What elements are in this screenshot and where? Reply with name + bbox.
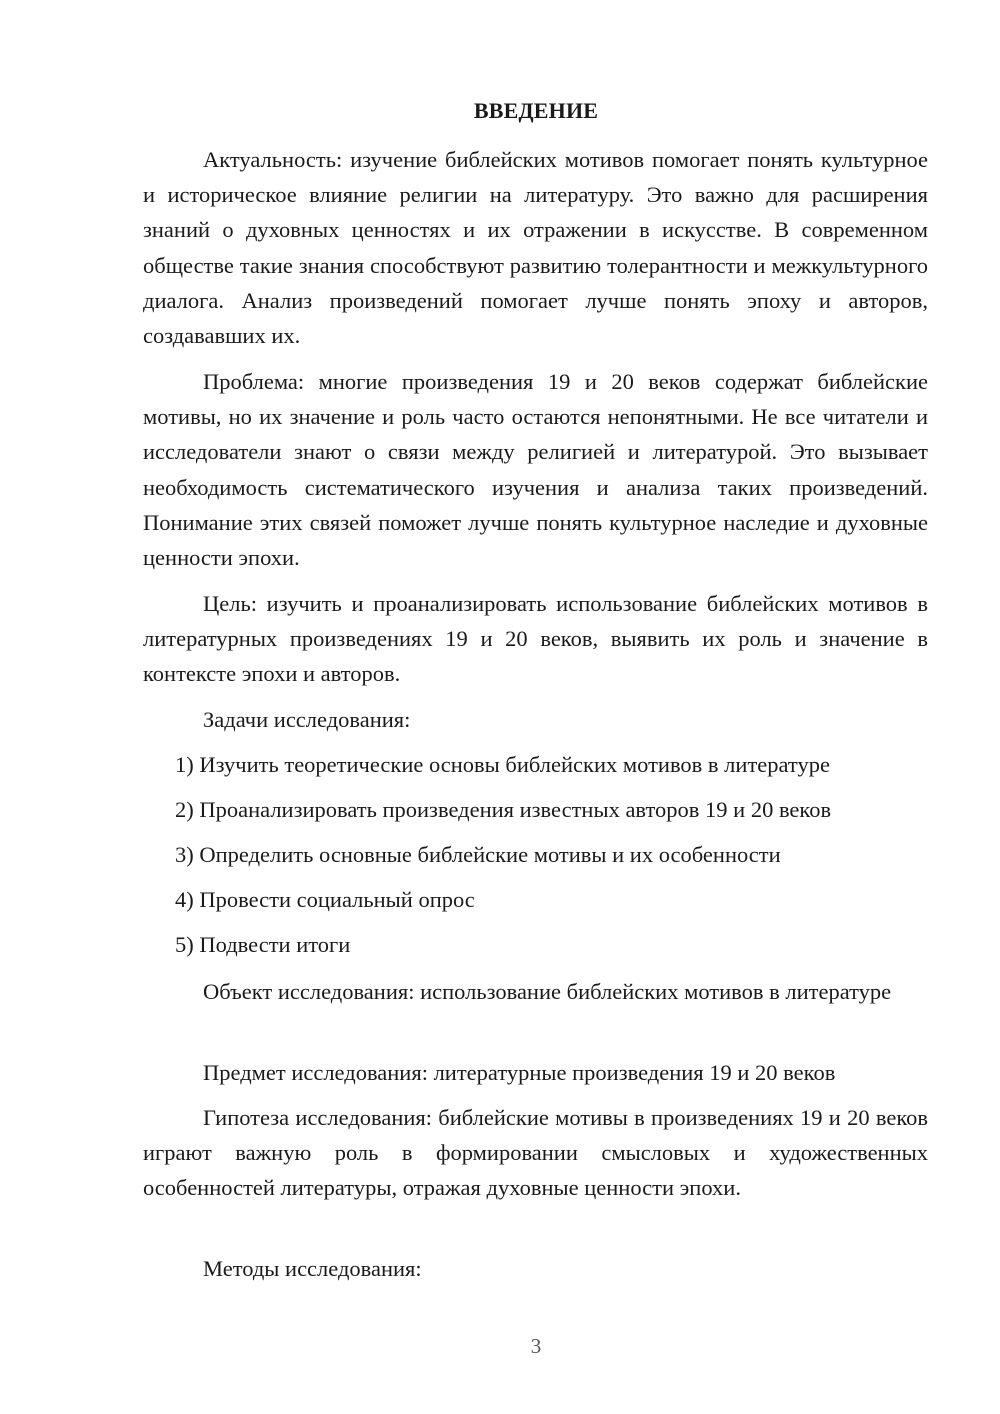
goal-paragraph: Цель: изучить и проанализировать использование библейских мотивов в литературных произведениях 19 и 20 веков, выявить их роль и значение в контексте эпохи и авторов. — [143, 591, 928, 687]
relevance-paragraph: Актуальность: изучение библейских мотивов помогает понять культурное и историческое влияние религии на литературу. Это важно для расширения знаний о духовных ценностях и их отражении в искусстве. В современном обществе такие знания способствуют развитию толерантности и межкультурного диалога. Анализ произведений помогает лучше понять эпоху и авторов, создававших их. — [143, 147, 928, 349]
hypothesis-paragraph: Гипотеза исследования: библейские мотивы в произведениях 19 и 20 веков играют важную роль в формировании смысловых и художественных особенностей литературы, отражая духовные ценности эпохи. — [143, 1105, 928, 1201]
page-number: 3 — [530, 1334, 542, 1358]
methods-heading: Методы исследования: — [203, 1256, 422, 1281]
task-item-4: 4) Провести социальный опрос — [175, 887, 475, 912]
tasks-heading: Задачи исследования: — [203, 707, 411, 732]
task-item-2: 2) Проанализировать произведения известных авторов 19 и 20 веков — [175, 797, 832, 822]
object-paragraph: Объект исследования: использование библейских мотивов в литературе — [203, 979, 892, 1004]
problem-paragraph: Проблема: многие произведения 19 и 20 веков содержат библейские мотивы, но их значение и роль часто остаются непонятными. Не все читатели и исследователи знают о связи между религией и литературой. Это вызывает необходимость систематического изучения и анализа таких произведений. Понимание этих связей поможет лучше понять культурное наследие и духовные ценности эпохи. — [143, 369, 928, 571]
task-item-3: 3) Определить основные библейские мотивы и их особенности — [175, 842, 781, 867]
subject-paragraph: Предмет исследования: литературные произведения 19 и 20 веков — [203, 1060, 836, 1085]
task-item-1: 1) Изучить теоретические основы библейских мотивов в литературе — [175, 752, 830, 777]
task-item-5: 5) Подвести итоги — [175, 932, 351, 957]
page-title: ВВЕДЕНИЕ — [473, 98, 599, 123]
